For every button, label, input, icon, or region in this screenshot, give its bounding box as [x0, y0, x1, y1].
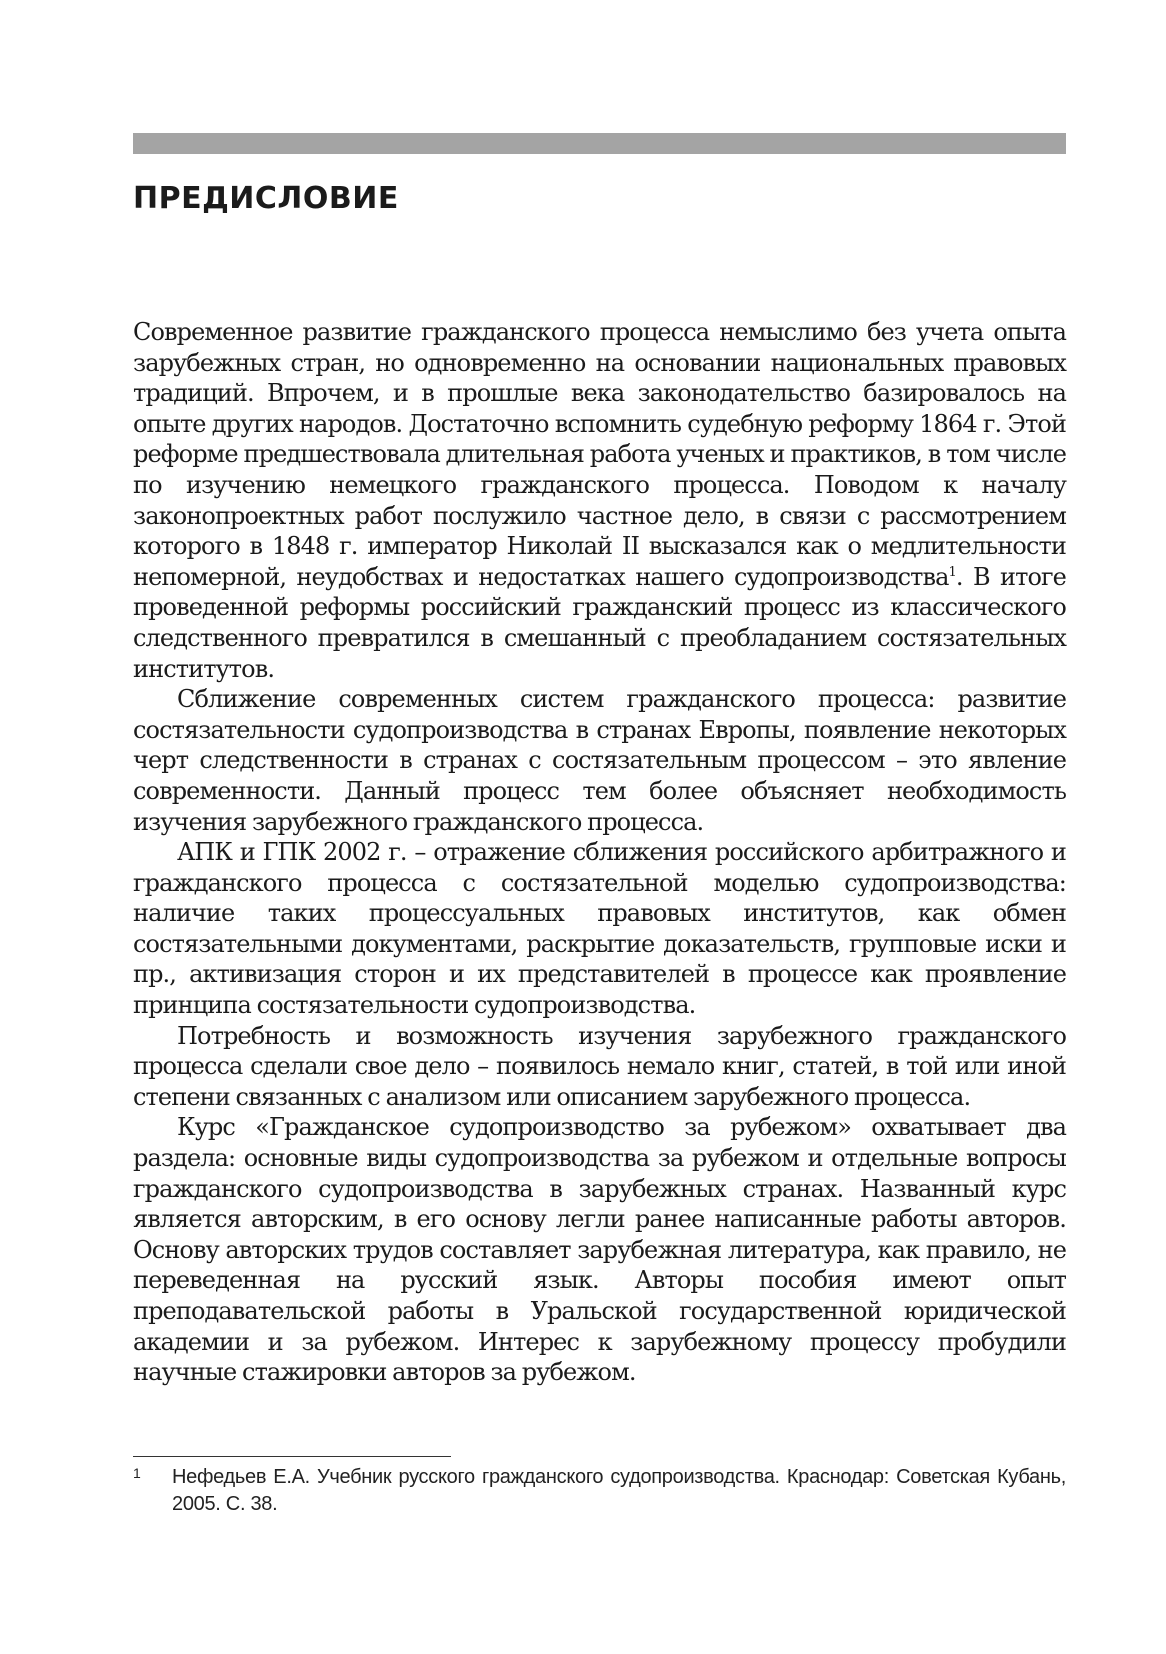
- paragraph-4: Потребность и возможность изучения зарубежного гражданского процесса сделали свое дело – появилось немало книг, статей, в той или иной степени связанных с анализом или описанием зарубежного процесса.: [133, 1021, 1066, 1111]
- paragraph-1-text: Современное развитие гражданского процесса немыслимо без учета опыта зарубежных стран, но одновременно на основании национальных правовых традиций. Впрочем, и в прошлые века законодательство базировалось на опыте других народов. Достаточно вспомнить судебную реформу 1864 г. Этой реформе предшествовала длительная работа ученых и практиков, в том числе по изучению немецкого гражданского процесса. Поводом к началу законопроектных работ послужило частное дело, в связи с рассмотрением которого в 1848 г. император Николай II высказался как о медлительности непомерной, неудобствах и недостатках нашего судопроизводства: [133, 318, 1066, 591]
- paragraph-2: Сближение современных систем гражданского процесса: развитие состязательности судопроизводства в странах Европы, появление некоторых черт следственности в странах с состязательным процессом – это явление современности. Данный процесс тем более объясняет необходимость изучения зарубежного гражданского процесса.: [133, 685, 1066, 836]
- chapter-title: ПРЕДИСЛОВИЕ: [133, 181, 399, 216]
- footnote-separator: [133, 1456, 451, 1457]
- footnote-number: 1: [133, 1465, 141, 1481]
- footnote-reference[interactable]: 1: [948, 564, 956, 580]
- body-text: [133, 317, 1066, 1388]
- chapter-header-bar: [133, 133, 1066, 154]
- paragraph-1: [133, 317, 1066, 684]
- footnote-text: Нефедьев Е.А. Учебник русского гражданского судопроизводства. Краснодар: Советская Кубань, 2005. С. 38.: [172, 1466, 1066, 1515]
- paragraph-1-text-continued: . В итоге проведенной реформы российский гражданский процесс из классического следственного превратился в смешанный с преобладанием состязательных институтов.: [133, 562, 1066, 683]
- footnote: [133, 1464, 1066, 1518]
- paragraph-3: АПК и ГПК 2002 г. – отражение сближения российского арбитражного и гражданского процесса с состязательной моделью судопроизводства: наличие таких процессуальных правовых институтов, как обмен состязательными документами, раскрытие доказательств, групповые иски и пр., активизация сторон и их представителей в процессе как проявление принципа состязательности судопроизводства.: [133, 838, 1066, 1020]
- paragraph-5: Курс «Гражданское судопроизводство за рубежом» охватывает два раздела: основные виды судопроизводства за рубежом и отдельные вопросы гражданского судопроизводства в зарубежных странах. Названный курс является авторским, в его основу легли ранее написанные работы авторов. Основу авторских трудов составляет зарубежная литература, как правило, не переведенная на русский язык. Авторы пособия имеют опыт преподавательской работы в Уральской государственной юридической академии и за рубежом. Интерес к зарубежному процессу пробудили научные стажировки авторов за рубежом.: [133, 1113, 1066, 1387]
